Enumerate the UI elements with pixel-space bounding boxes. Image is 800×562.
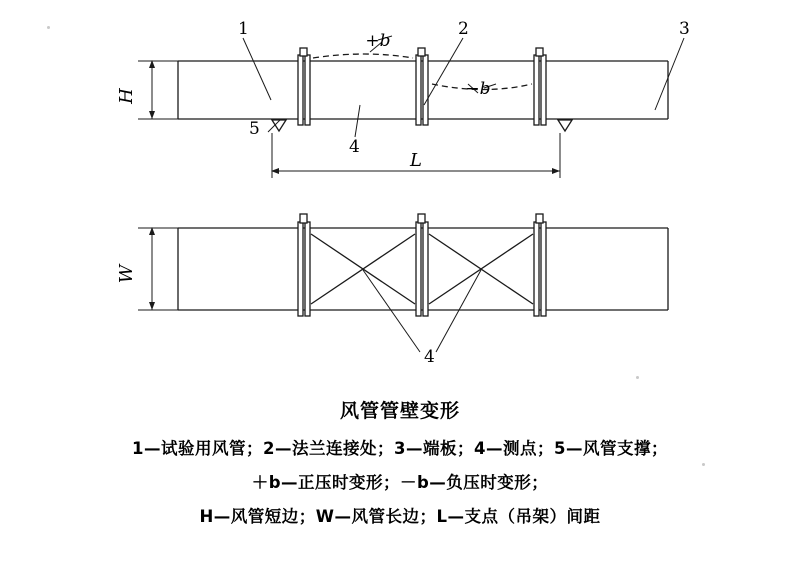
leader-callout-1	[243, 38, 271, 100]
measurement-diagonals-left	[311, 234, 415, 304]
flange-joint-2-elevation	[416, 48, 428, 125]
leader-callout-3	[655, 38, 684, 110]
leader-callout-4-top	[355, 105, 360, 137]
support-right	[558, 120, 572, 131]
callout-4-bottom-label: 4	[424, 347, 435, 367]
deformation-positive-label: +b	[365, 31, 391, 51]
dimension-W-label: W	[116, 264, 137, 284]
legend-line-3: H—风管短边；W—风管长边；L—支点（吊架）间距	[199, 507, 601, 526]
callout-4-top-label: 4	[349, 137, 360, 157]
dimension-W	[138, 228, 178, 310]
leader-callout-4-bottom	[363, 270, 481, 352]
scan-speck	[636, 376, 639, 379]
flange-joint-2-plan	[416, 214, 428, 316]
measurement-diagonals-right	[429, 234, 533, 304]
bottom-view-plan	[138, 214, 668, 352]
callout-1-label: 1	[238, 19, 249, 39]
diagram-text-labels	[116, 19, 690, 367]
leader-callout-2	[424, 38, 463, 105]
flange-joint-3-elevation	[534, 48, 546, 125]
callout-3-label: 3	[679, 19, 690, 39]
callout-2-label: 2	[458, 19, 469, 39]
deformation-negative-label: −b	[465, 79, 491, 99]
legend-line-2: ＋b—正压时变形；－b—负压时变形；	[251, 473, 549, 492]
deformation-curve-positive	[313, 54, 413, 58]
flange-joint-1-elevation	[298, 48, 310, 125]
scan-speck	[47, 26, 50, 29]
legend-line-1: 1—试验用风管；2—法兰连接处；3—端板；4—测点；5—风管支撑；	[132, 439, 668, 458]
flange-joint-1-plan	[298, 214, 310, 316]
dimension-H	[138, 61, 178, 119]
figure-caption	[0, 396, 800, 537]
figure-title: 风管管壁变形	[339, 400, 460, 422]
flange-joint-3-plan	[534, 214, 546, 316]
callout-5-label: 5	[249, 119, 260, 139]
dimension-H-label: H	[116, 88, 137, 104]
dimension-L-label: L	[410, 150, 422, 171]
